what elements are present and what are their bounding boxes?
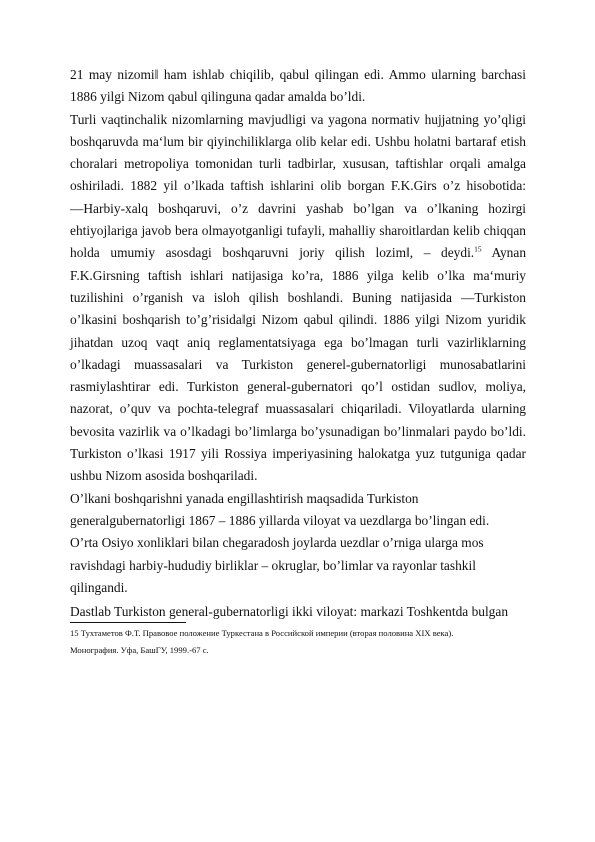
footnote-line-2: Монография. Уфа, БашГУ, 1999.-67 с. — [70, 645, 209, 656]
paragraph-3-line: O’lkani boshqarishni yanada engillashtirish maqsadida Turkiston — [70, 490, 419, 506]
paragraph-1: 21 may nizomi‖ ham ishlab chiqilib, qabul qilingan edi. Ammo ularning barchasi 1886 yilgi Nizom qabul qilinguna qadar amalda bo’ldi. — [70, 67, 526, 105]
paragraph-2-text-b: Aynan F.K.Girsning taftish ishlari natijasiga ko’ra, 1886 yilga kelib o’lka ma‘muriy tuzilishini o’rganish va isloh qilish boshlandi. Buning natijasida ―Turkiston o’lkasini boshqarish to’g’risida‖gi Nizom qabul qilindi. 1886 yilgi Nizom yuridik jihatdan uzoq vaqt aniq reglamentatsiyaga ega bo’lmagan turli vazirliklarning o’lkadagi muassasalari va Turkiston generel-gubernatorligi munosabatlarini rasmiylashtirar edi. Turkiston general-gubernatori qo’l ostidan sudlov, moliya, nazorat, o’quv va pochta-telegraf muassasalari chiqariladi. Viloyatlarda ularning bevosita vazirlik va o’lkadagi bo’limlarga bo’ysunadigan bo’linmalari paydo bo’ldi. Turkiston o’lkasi 1917 yili Rossiya imperiyasining halokatga yuz tutguniga qadar ushbu Nizom asosida boshqariladi. — [70, 245, 527, 484]
paragraph-2 — [70, 109, 526, 488]
footnote-ref-15[interactable]: 15 — [474, 244, 482, 254]
paragraph-4: Dastlab Turkiston general-gubernatorligi ikki viloyat: markazi Toshkentda bulgan — [70, 604, 509, 620]
document-page — [70, 64, 526, 660]
paragraph-3-line: generalgubernatorligi 1867 – 1886 yillarda viloyat va uezdlarga bo’lingan edi. — [70, 512, 490, 528]
paragraph-3-line: qilingandi. — [70, 579, 128, 595]
paragraph-3-line: ravishdagi harbiy-hududiy birliklar – okruglar, bo’limlar va rayonlar tashkil — [70, 557, 476, 573]
paragraph-3 — [70, 488, 526, 599]
footnote-line-1: 15 Тухтаметов Ф.Т. Правовое положение Туркестана в Российской империи (вторая половина XIX века). — [70, 627, 454, 638]
paragraph-3-line: O’rta Osiyo xonliklari bilan chegaradosh joylarda uezdlar o’rniga ularga mos — [70, 535, 484, 551]
paragraph-2-text-a: Turli vaqtinchalik nizomlarning mavjudligi va yagona normativ hujjatning yo’qligi boshqaruvda ma‘lum bir qiyinchiliklarga olib kelar edi. Ushbu holatni bartaraf etish choralari metropoliya tomonidan turli tadbirlar, xususan, taftishlar orqali amalga oshiriladi. 1882 yil o’lkada taftish ishlarini olib borgan F.K.Girs o’z hisobotida: ―Harbiy-xalq boshqaruvi, o’z davrini yashab bo’lgan va o’lkaning hozirgi ehtiyojlariga javob bera olmayotganligi tufayli, mahalliy sharoitlardan kelib chiqqan holda umumiy asosdagi boshqaruvni joriy qilish lozim‖, – deydi. — [70, 111, 526, 261]
footnote-separator — [70, 622, 186, 623]
footnote-15 — [70, 625, 526, 660]
